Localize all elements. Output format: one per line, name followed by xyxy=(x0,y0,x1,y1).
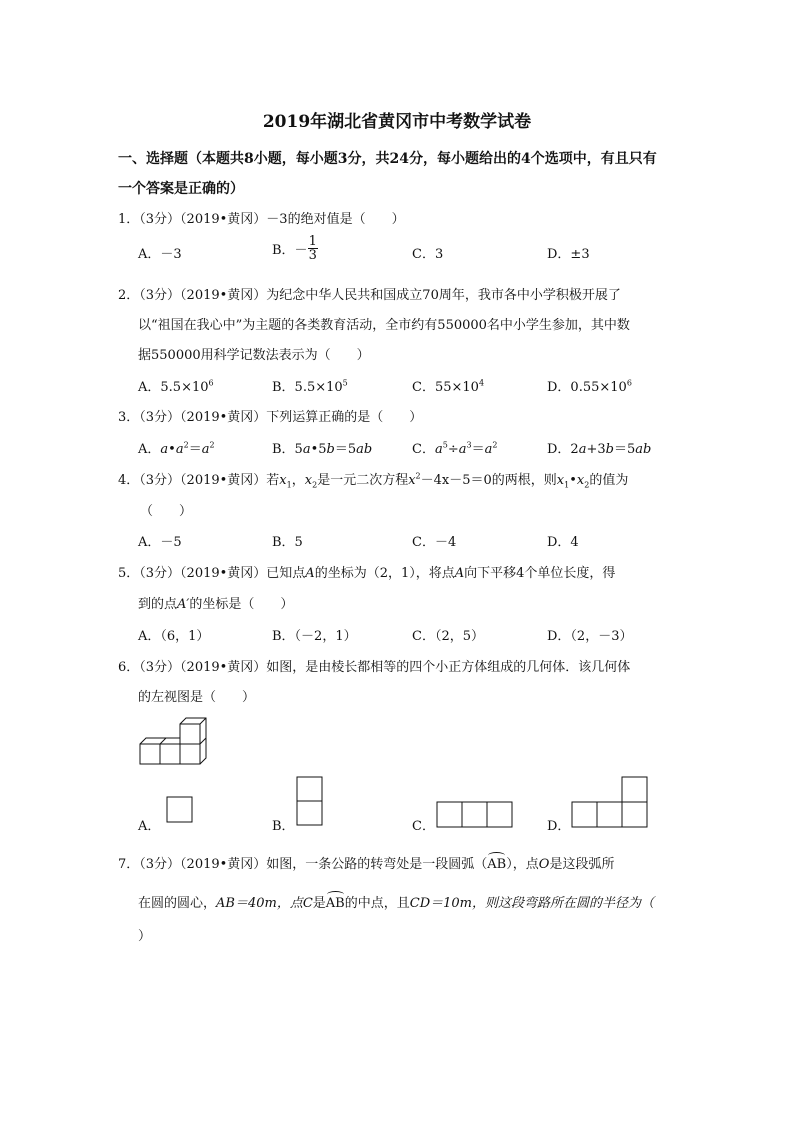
q6-line1: 6．（3分）（2019•黄冈）如图，是由棱长都相等的四个小正方体组成的几何体．该几何体 xyxy=(118,660,631,675)
point-c: C xyxy=(302,896,313,911)
q2-option-a-base: A．5.5×10 xyxy=(138,380,209,395)
q4-option-a: A．－5 xyxy=(138,535,182,550)
arc-ab: AB xyxy=(325,896,345,911)
view-square xyxy=(597,802,622,827)
q7-line1-c: 是这段弧所 xyxy=(549,857,615,872)
view-square xyxy=(487,802,512,827)
q3-option-b: B．5a•5b＝5ab xyxy=(272,442,373,457)
q7-line2-e: CD＝10m，则这段弯路所在圆的半径为（ xyxy=(409,896,655,911)
section-heading-line1: 一、选择题（本题共8小题，每小题3分，共24分，每小题给出的4个选项中，有且只有 xyxy=(118,151,657,167)
q6-line2: 的左视图是（ ） xyxy=(138,690,256,705)
q2-option-b-base: B．5.5×10 xyxy=(272,380,343,395)
view-square xyxy=(622,777,647,802)
q7-line1-b: ），点 xyxy=(506,857,539,872)
q5-line1-c: 向下平移4个单位长度，得 xyxy=(464,566,616,581)
cube-edge xyxy=(160,738,166,744)
q5-line1-a: 5．（3分）（2019•黄冈）已知点 xyxy=(118,566,306,581)
q2-option-d-exp: 6 xyxy=(626,378,632,388)
q4-stem-prefix: 4．（3分）（2019•黄冈）若 xyxy=(118,473,280,488)
q3-option-c: C．$a^5\div a^3=a^2$ xyxy=(412,440,498,457)
q5-line1-b: 的坐标为（2，1），将点 xyxy=(314,566,455,581)
q5-option-c: C．（2，5） xyxy=(412,629,484,644)
q2-option-c-exp: 4 xyxy=(478,378,485,388)
q7-line2-c: 是 xyxy=(312,896,326,911)
q7-line2-d: 的中点，且 xyxy=(344,896,410,911)
q7-line2-a: 在圆的圆心， xyxy=(138,896,217,911)
q2-line3: 据550000用科学记数法表示为（ ） xyxy=(138,348,370,363)
arc-ab: AB xyxy=(487,857,507,872)
view-square xyxy=(622,802,647,827)
cube-front xyxy=(180,724,200,744)
q7-line1-a: 7．（3分）（2019•黄冈）如图，一条公路的转弯处是一段圆弧（ xyxy=(118,857,488,872)
q2-option-c-base: C．55×10 xyxy=(412,380,479,395)
q2-option-b-exp: 5 xyxy=(342,378,348,388)
q6-option-a-figure xyxy=(166,796,194,824)
q4-stem-mid: 是一元二次方程 xyxy=(317,473,409,488)
view-square xyxy=(462,802,487,827)
q3-stem: 3．（3分）（2019•黄冈）下列运算正确的是（ ） xyxy=(118,410,423,425)
cube-edge xyxy=(200,718,206,724)
view-square xyxy=(297,801,322,825)
q5-option-a: A．（6，1） xyxy=(138,629,210,644)
fraction xyxy=(308,235,318,262)
q6-option-d-label: D． xyxy=(547,819,571,834)
cube-side-edge xyxy=(180,718,206,764)
q6-option-a-label: A． xyxy=(138,819,161,834)
view-square xyxy=(297,777,322,801)
q5-line1: 5．（3分）（2019•黄冈）已知点A的坐标为（2，1），将点A向下平移4个单位长度，得 xyxy=(118,566,616,581)
q5-option-d: D．（2，－3） xyxy=(547,629,633,644)
cube-front xyxy=(140,744,160,764)
view-square xyxy=(572,802,597,827)
q6-option-b-figure xyxy=(296,776,324,828)
q1-option-b xyxy=(272,235,318,262)
q4-stem-tail: 的值为 xyxy=(589,473,629,488)
q5-option-b: B．（－2，1） xyxy=(272,629,357,644)
q5-line2: 到的点A′的坐标是（ ） xyxy=(138,597,294,612)
q2-option-b xyxy=(272,376,348,395)
q4-option-b: B．5 xyxy=(272,535,303,550)
q4-stem-eq: －4x－5＝0的两根，则 xyxy=(420,473,557,488)
q5-line2-b: 的坐标是（ ） xyxy=(189,597,294,612)
q6-option-c-figure xyxy=(436,801,516,829)
page-title: 2019年湖北省黄冈市中考数学试卷 xyxy=(262,112,532,132)
q7-line2 xyxy=(138,892,654,911)
q2-option-d xyxy=(547,376,632,395)
cube-top-edge xyxy=(140,738,180,744)
q4-line1: 4．（3分）（2019•黄冈）若$x_1$，$x_2$是一元二次方程$x^2-4x-5=0$的两根，则$x_1•x_2$的值为 xyxy=(118,471,629,490)
q6-option-b-label: B． xyxy=(272,819,295,834)
q1-stem: 1．（3分）（2019•黄冈）－3的绝对值是（ ） xyxy=(118,212,405,227)
q5-line2-a: 到的点 xyxy=(138,597,178,612)
q2-line1: 2．（3分）（2019•黄冈）为纪念中华人民共和国成立70周年，我市各中小学积极开展了 xyxy=(118,288,621,303)
cube-front xyxy=(180,744,200,764)
q7-line2-b: AB＝40m，点 xyxy=(216,896,303,911)
section-heading-line2: 一个答案是正确的） xyxy=(118,181,244,197)
q2-option-d-base: D．0.55×10 xyxy=(547,380,627,395)
q6-cube-figure xyxy=(136,714,212,768)
view-square xyxy=(167,797,192,822)
q6-option-c-label: C． xyxy=(412,819,435,834)
q4-option-d: D．4 xyxy=(547,535,579,550)
q7-line1 xyxy=(118,853,614,872)
q7-line3: ） xyxy=(138,929,152,944)
q4-option-c: C．－4 xyxy=(412,535,457,550)
cube-edge xyxy=(200,738,206,744)
point-o: O xyxy=(538,857,550,872)
q1-option-a: A．－3 xyxy=(138,247,182,262)
q2-option-a-exp: 6 xyxy=(208,378,214,388)
q1-option-b-prefix: B．－ xyxy=(272,243,308,258)
fraction-numerator: 1 xyxy=(308,234,317,249)
q1-option-c: C．3 xyxy=(412,247,444,262)
q2-line2: 以“祖国在我心中”为主题的各类教育活动，全市约有550000名中小学生参加，其中数 xyxy=(138,318,630,333)
q1-option-d: D．±3 xyxy=(547,247,590,262)
q6-option-d-figure xyxy=(571,776,651,829)
fraction-denominator: 3 xyxy=(308,248,317,263)
q3-option-a: A．$a•a^2=a^2$ xyxy=(138,440,215,457)
q2-option-a xyxy=(138,376,214,395)
q3-option-d: D．2a+3b＝5ab xyxy=(547,442,652,457)
view-square xyxy=(437,802,462,827)
q4-line2: （ ） xyxy=(140,504,193,519)
q2-option-c xyxy=(412,376,484,395)
cube-front xyxy=(160,744,180,764)
